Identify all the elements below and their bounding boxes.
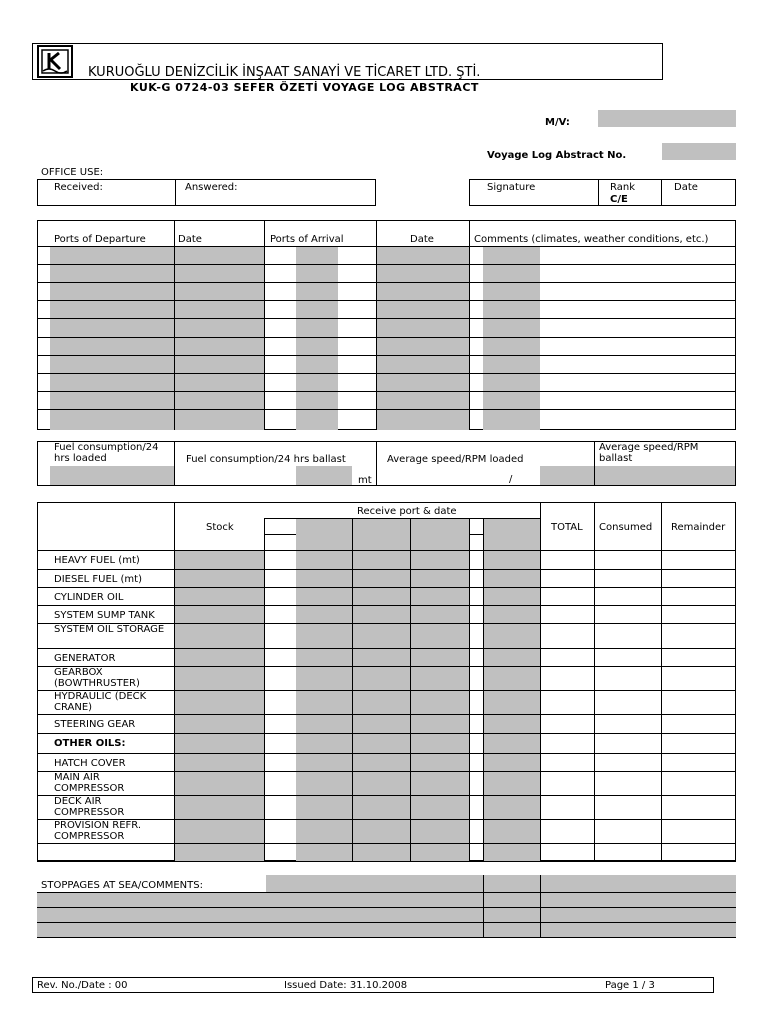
- oils-receive-cell[interactable]: [296, 796, 352, 819]
- ports-arrival-cell[interactable]: [296, 374, 338, 391]
- oils-stock-cell[interactable]: [175, 649, 264, 666]
- oils-stock-cell[interactable]: [175, 570, 264, 587]
- oils-receive-cell[interactable]: [296, 820, 352, 843]
- oil-row-label: SYSTEM OIL STORAGE: [54, 624, 165, 635]
- stoppage-line: [37, 937, 736, 938]
- oils-receive-cell[interactable]: [353, 754, 410, 771]
- abstract-no-label: Voyage Log Abstract No.: [487, 150, 627, 161]
- stoppage-line: [37, 892, 736, 893]
- oils-receive-cell[interactable]: [353, 844, 410, 861]
- fuel-ballast-label: Fuel consumption/24 hrs ballast: [186, 454, 346, 465]
- oils-receive-cell[interactable]: [296, 772, 352, 795]
- oils-receive-cell[interactable]: [353, 588, 410, 605]
- ports-date1-cell[interactable]: [175, 265, 264, 282]
- ports-arrival-cell[interactable]: [296, 392, 338, 409]
- oils-receive-cell[interactable]: [296, 588, 352, 605]
- ports-comment-cell[interactable]: [483, 410, 540, 430]
- ports-date1-cell[interactable]: [175, 247, 264, 264]
- stoppage-header-cell[interactable]: [484, 875, 540, 892]
- oils-receive-cell[interactable]: [411, 570, 469, 587]
- oils-receive-cell[interactable]: [353, 667, 410, 690]
- receive-header: Receive port & date: [357, 506, 457, 517]
- ports-departure-cell[interactable]: [50, 410, 174, 430]
- speed-ballast-field[interactable]: [595, 466, 735, 485]
- oils-stock-cell[interactable]: [175, 624, 264, 648]
- total-header: TOTAL: [551, 522, 583, 533]
- oils-receive-cell[interactable]: [296, 570, 352, 587]
- ports-date1-cell[interactable]: [175, 338, 264, 355]
- ports-header-departure: Ports of Departure: [54, 234, 146, 245]
- signature-label: Signature: [487, 182, 536, 193]
- oils-receive-cell[interactable]: [353, 796, 410, 819]
- oils-receive-cell[interactable]: [484, 588, 540, 605]
- oils-receive-cell[interactable]: [353, 606, 410, 623]
- ports-header-arrival: Ports of Arrival: [270, 234, 344, 245]
- oils-col-line: [661, 502, 662, 861]
- ports-departure-cell[interactable]: [50, 319, 174, 337]
- rank-value: C/E: [610, 194, 628, 205]
- ports-date1-cell[interactable]: [175, 374, 264, 391]
- ports-date1-cell[interactable]: [175, 301, 264, 318]
- oils-receive-cell[interactable]: [484, 649, 540, 666]
- stoppage-row[interactable]: [37, 893, 736, 907]
- oils-receive-cell[interactable]: [353, 772, 410, 795]
- speed-ballast-label: Average speed/RPM ballast: [599, 442, 699, 464]
- ports-comment-cell[interactable]: [483, 356, 540, 373]
- oils-receive-cell[interactable]: [484, 772, 540, 795]
- ports-arrival-cell[interactable]: [296, 319, 338, 337]
- oils-receive-cell[interactable]: [411, 820, 469, 843]
- oils-receive-cell[interactable]: [484, 570, 540, 587]
- oils-stock-cell[interactable]: [175, 667, 264, 690]
- oils-stock-cell[interactable]: [175, 754, 264, 771]
- oils-receive-cell[interactable]: [411, 715, 469, 733]
- rank-label: Rank: [610, 182, 635, 193]
- ports-arrival-cell[interactable]: [296, 410, 338, 430]
- ports-date2-cell[interactable]: [377, 301, 469, 318]
- rev-label: Rev. No./Date : 00: [37, 980, 128, 991]
- stoppages-label: STOPPAGES AT SEA/COMMENTS:: [41, 880, 203, 891]
- oils-header-shade: [411, 519, 469, 550]
- mv-field[interactable]: [598, 110, 736, 127]
- oil-row-label: OTHER OILS:: [54, 738, 126, 749]
- oils-receive-cell[interactable]: [484, 844, 540, 861]
- ports-date1-cell[interactable]: [175, 410, 264, 430]
- oils-receive-cell[interactable]: [296, 667, 352, 690]
- ports-header-date1: Date: [178, 234, 202, 245]
- oils-receive-cell[interactable]: [484, 691, 540, 714]
- oil-row-label: HEAVY FUEL (mt): [54, 555, 140, 566]
- company-name: KURUOĞLU DENİZCİLİK İNŞAAT SANAYİ VE TİCARET LTD. ŞTİ.: [88, 65, 481, 80]
- oils-receive-cell[interactable]: [411, 588, 469, 605]
- oils-col-line: [594, 502, 595, 861]
- oils-receive-cell[interactable]: [353, 691, 410, 714]
- oils-stock-cell[interactable]: [175, 606, 264, 623]
- oil-row-label: MAIN AIR COMPRESSOR: [54, 772, 125, 794]
- answered-label: Answered:: [185, 182, 238, 193]
- oils-stock-cell[interactable]: [175, 588, 264, 605]
- oils-receive-cell[interactable]: [411, 606, 469, 623]
- form-title: KUK-G 0724-03 SEFER ÖZETİ VOYAGE LOG ABSTRACT: [130, 81, 479, 94]
- oils-receive-cell[interactable]: [484, 754, 540, 771]
- received-label: Received:: [54, 182, 103, 193]
- ports-departure-cell[interactable]: [50, 338, 174, 355]
- ports-date2-cell[interactable]: [377, 410, 469, 430]
- mv-label: M/V:: [545, 117, 570, 128]
- abstract-no-field[interactable]: [662, 143, 736, 160]
- oils-receive-cell[interactable]: [296, 606, 352, 623]
- ports-date2-cell[interactable]: [377, 374, 469, 391]
- oils-receive-cell[interactable]: [484, 820, 540, 843]
- speed-loaded-label: Average speed/RPM loaded: [387, 454, 524, 465]
- consumed-header: Consumed: [599, 522, 653, 533]
- oils-receive-cell[interactable]: [484, 796, 540, 819]
- oil-row-label: DIESEL FUEL (mt): [54, 574, 142, 585]
- ports-departure-cell[interactable]: [50, 374, 174, 391]
- ports-departure-cell[interactable]: [50, 283, 174, 300]
- oils-receive-cell[interactable]: [296, 715, 352, 733]
- stoppage-line: [37, 922, 736, 923]
- stoppage-line: [37, 907, 736, 908]
- stoppage-col-line: [540, 875, 541, 937]
- oils-receive-cell[interactable]: [353, 551, 410, 569]
- remainder-header: Remainder: [671, 522, 726, 533]
- speed-loaded-field[interactable]: [540, 466, 594, 485]
- oils-receive-cell[interactable]: [296, 691, 352, 714]
- page-number: Page 1 / 3: [605, 980, 655, 991]
- oil-row-label: HATCH COVER: [54, 758, 126, 769]
- oils-row-line: [37, 861, 736, 862]
- oils-receive-cell[interactable]: [296, 551, 352, 569]
- oils-receive-cell[interactable]: [353, 649, 410, 666]
- oils-receive-cell[interactable]: [411, 551, 469, 569]
- oils-stock-cell[interactable]: [175, 772, 264, 795]
- ports-comment-cell[interactable]: [483, 247, 540, 264]
- oils-header-shade: [353, 519, 410, 550]
- ports-col-line: [264, 220, 265, 430]
- office-use-label: OFFICE USE:: [41, 167, 104, 178]
- oil-row-label: GEARBOX (BOWTHRUSTER): [54, 667, 140, 689]
- oils-receive-cell[interactable]: [353, 624, 410, 648]
- oils-receive-cell[interactable]: [353, 734, 410, 753]
- oil-row-label: HYDRAULIC (DECK CRANE): [54, 691, 147, 713]
- ports-date2-cell[interactable]: [377, 356, 469, 373]
- oils-receive-cell[interactable]: [411, 754, 469, 771]
- ports-col-line: [469, 220, 470, 430]
- oils-receive-cell[interactable]: [484, 624, 540, 648]
- oils-receive-cell[interactable]: [353, 715, 410, 733]
- ports-comment-cell[interactable]: [483, 301, 540, 318]
- oils-receive-cell[interactable]: [353, 820, 410, 843]
- oils-receive-cell[interactable]: [411, 649, 469, 666]
- oils-stock-cell[interactable]: [175, 820, 264, 843]
- oils-receive-cell[interactable]: [296, 844, 352, 861]
- stoppage-header-cell[interactable]: [541, 875, 736, 892]
- ports-arrival-cell[interactable]: [296, 247, 338, 264]
- mt-unit: mt: [358, 475, 372, 486]
- ports-date2-cell[interactable]: [377, 283, 469, 300]
- slash-sep: /: [509, 474, 513, 485]
- oils-receive-cell[interactable]: [484, 715, 540, 733]
- ports-header-date2: Date: [410, 234, 434, 245]
- ports-comment-cell[interactable]: [483, 265, 540, 282]
- ports-departure-cell[interactable]: [50, 356, 174, 373]
- oils-receive-cell[interactable]: [484, 734, 540, 753]
- stoppage-header-cell[interactable]: [266, 875, 483, 892]
- ports-arrival-cell[interactable]: [296, 265, 338, 282]
- oils-header-shade: [296, 519, 352, 550]
- ports-arrival-cell[interactable]: [296, 356, 338, 373]
- oils-receive-cell[interactable]: [411, 667, 469, 690]
- oils-stock-cell[interactable]: [175, 796, 264, 819]
- oil-row-label: PROVISION REFR. COMPRESSOR: [54, 820, 142, 842]
- ports-date2-cell[interactable]: [377, 338, 469, 355]
- oils-receive-cell[interactable]: [296, 649, 352, 666]
- ports-date2-cell[interactable]: [377, 319, 469, 337]
- fuel-loaded-label: Fuel consumption/24 hrs loaded: [54, 442, 159, 464]
- stoppage-row[interactable]: [37, 908, 736, 922]
- ports-arrival-cell[interactable]: [296, 301, 338, 318]
- company-logo-icon: [37, 45, 73, 78]
- ports-comment-cell[interactable]: [483, 283, 540, 300]
- oils-col-line: [540, 502, 541, 861]
- oils-receive-cell[interactable]: [353, 570, 410, 587]
- oils-receive-cell[interactable]: [411, 772, 469, 795]
- oils-receive-cell[interactable]: [411, 691, 469, 714]
- ports-comment-cell[interactable]: [483, 338, 540, 355]
- ports-date1-cell[interactable]: [175, 319, 264, 337]
- ports-date2-cell[interactable]: [377, 392, 469, 409]
- date-label: Date: [674, 182, 698, 193]
- ports-comment-cell[interactable]: [483, 374, 540, 391]
- oil-row-label: DECK AIR COMPRESSOR: [54, 796, 125, 818]
- oils-stock-cell[interactable]: [175, 715, 264, 733]
- oils-receive-cell[interactable]: [411, 734, 469, 753]
- oils-receive-cell[interactable]: [411, 796, 469, 819]
- oils-receive-cell[interactable]: [484, 551, 540, 569]
- ports-comment-cell[interactable]: [483, 319, 540, 337]
- oils-receive-cell[interactable]: [484, 606, 540, 623]
- issued-date: Issued Date: 31.10.2008: [284, 980, 408, 991]
- oils-receive-cell[interactable]: [296, 624, 352, 648]
- fuel-ballast-field[interactable]: [296, 466, 352, 485]
- ports-departure-cell[interactable]: [50, 265, 174, 282]
- oils-stock-cell[interactable]: [175, 551, 264, 569]
- oil-row-label: SYSTEM SUMP TANK: [54, 610, 155, 621]
- ports-arrival-cell[interactable]: [296, 283, 338, 300]
- stoppage-row[interactable]: [37, 923, 736, 937]
- oil-row-label: CYLINDER OIL: [54, 592, 124, 603]
- ports-date1-cell[interactable]: [175, 392, 264, 409]
- ports-comment-cell[interactable]: [483, 392, 540, 409]
- ports-date1-cell[interactable]: [175, 283, 264, 300]
- oils-stock-cell[interactable]: [175, 691, 264, 714]
- fuel-loaded-field[interactable]: [50, 466, 174, 485]
- oils-receive-cell[interactable]: [296, 734, 352, 753]
- ports-header-comments: Comments (climates, weather conditions, etc.): [474, 234, 709, 245]
- oils-receive-cell[interactable]: [411, 624, 469, 648]
- oils-stock-cell[interactable]: [175, 844, 264, 861]
- ports-departure-cell[interactable]: [50, 247, 174, 264]
- ports-departure-cell[interactable]: [50, 392, 174, 409]
- ports-arrival-cell[interactable]: [296, 338, 338, 355]
- oil-row-label: GENERATOR: [54, 653, 116, 664]
- stoppage-col-line: [483, 875, 484, 937]
- ports-date2-cell[interactable]: [377, 265, 469, 282]
- stock-header: Stock: [206, 522, 234, 533]
- ports-date2-cell[interactable]: [377, 247, 469, 264]
- oils-receive-cell[interactable]: [484, 667, 540, 690]
- oil-row-label: STEERING GEAR: [54, 719, 136, 730]
- oils-stock-cell[interactable]: [175, 734, 264, 753]
- ports-departure-cell[interactable]: [50, 301, 174, 318]
- ports-date1-cell[interactable]: [175, 356, 264, 373]
- oils-receive-cell[interactable]: [296, 754, 352, 771]
- oils-receive-cell[interactable]: [411, 844, 469, 861]
- oils-header-shade: [484, 519, 540, 550]
